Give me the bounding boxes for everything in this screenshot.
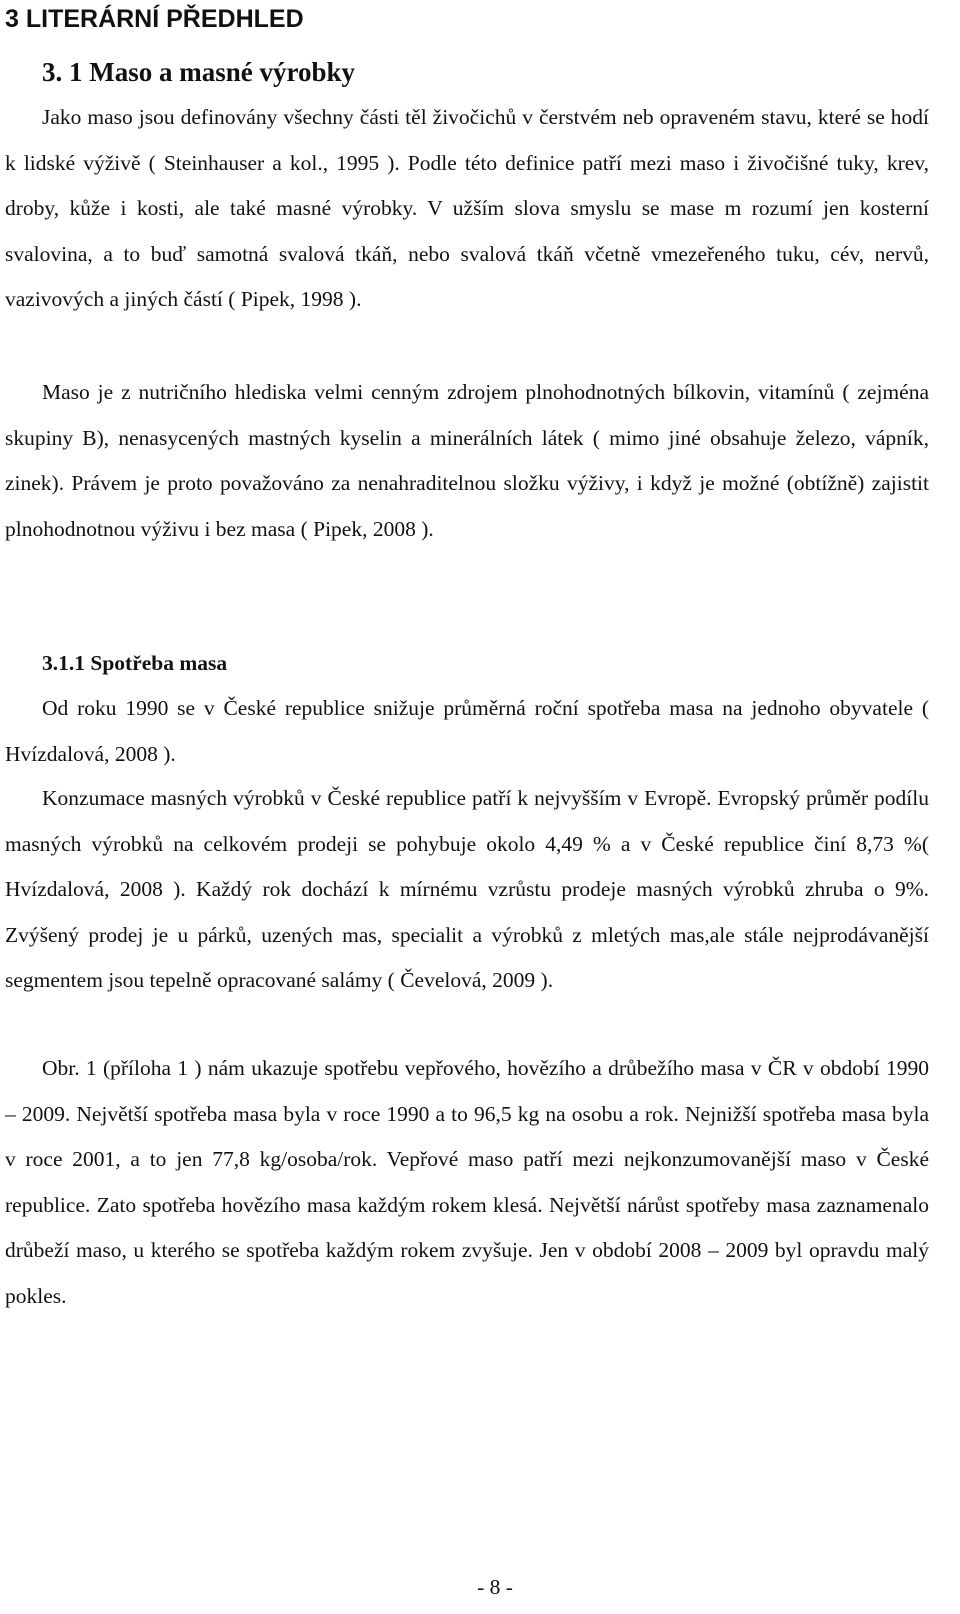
paragraph-text: Maso je z nutričního hlediska velmi cenným zdrojem plnohodnotných bílkovin, vitamínů ( zejména skupiny B), nenasycených mastných kyselin a minerálních látek ( mimo jiné obsahuje železo, vápník, zinek). Právem je proto považováno za nenahraditelnou složku výživy, i když je možné (obtížně) zajistit plnohodnotnou výživu i bez masa ( Pipek, 2008 ). (5, 380, 929, 541)
paragraph-text: Konzumace masných výrobků v České republice patří k nejvyšším v Evropě. Evropský průměr podílu masných výrobků na celkovém prodeji se pohybuje okolo 4,49 % a v České republice činí 8,73 %( Hvízdalová, 2008 ). Každý rok dochází k mírnému vzrůstu prodeje masných výrobků zhruba o 9%. Zvýšený prodej je u párků, uzených mas, specialit a výrobků z mletých mas,ale stále nejprodávanější segmentem jsou tepelně opracované salámy ( Čevelová, 2009 ). (5, 786, 929, 992)
paragraph-meat-definition (5, 95, 929, 323)
chapter-title: 3 LITERÁRNÍ PŘEDHLED (5, 5, 304, 33)
section-title: 3. 1 Maso a masné výrobky (42, 57, 356, 87)
paragraph-text: Jako maso jsou definovány všechny části těl živočichů v čerstvém neb opraveném stavu, které se hodí k lidské výživě ( Steinhauser a kol., 1995 ). Podle této definice patří mezi maso i živočišné tuky, krev, droby, kůže i kosti, ale také masné výrobky. V užším slova smyslu se mase m rozumí jen kosterní svalovina, a to buď samotná svalová tkáň, nebo svalová tkáň včetně vmezeřeného tuku, cév, nervů, vazivových a jiných částí ( Pipek, 1998 ). (5, 105, 929, 311)
subsection-title: 3.1.1 Spotřeba masa (42, 651, 228, 675)
paragraph-text: Obr. 1 (příloha 1 ) nám ukazuje spotřebu vepřového, hovězího a drůbežího masa v ČR v období 1990 – 2009. Největší spotřeba masa byla v roce 1990 a to 96,5 kg na osobu a rok. Nejnižší spotřeba masa byla v roce 2001, a to jen 77,8 kg/osoba/rok. Vepřové maso patří mezi nejkonzumovanější maso v České republice. Zato spotřeba hovězího masa každým rokem klesá. Největší nárůst spotřeby masa zaznamenalo drůbeží maso, u kterého se spotřeba každým rokem zvyšuje. Jen v období 2008 – 2009 byl opravdu malý pokles. (5, 1056, 929, 1308)
paragraph-nutrition (5, 370, 929, 552)
paragraph-consumption-decline (5, 686, 929, 777)
paragraph-figure-description (5, 1046, 929, 1319)
paragraph-text: Od roku 1990 se v České republice snižuje průměrná roční spotřeba masa na jednoho obyvatele ( Hvízdalová, 2008 ). (5, 696, 929, 766)
page-number: - 8 - (477, 1575, 513, 1599)
paragraph-meat-products (5, 776, 929, 1004)
